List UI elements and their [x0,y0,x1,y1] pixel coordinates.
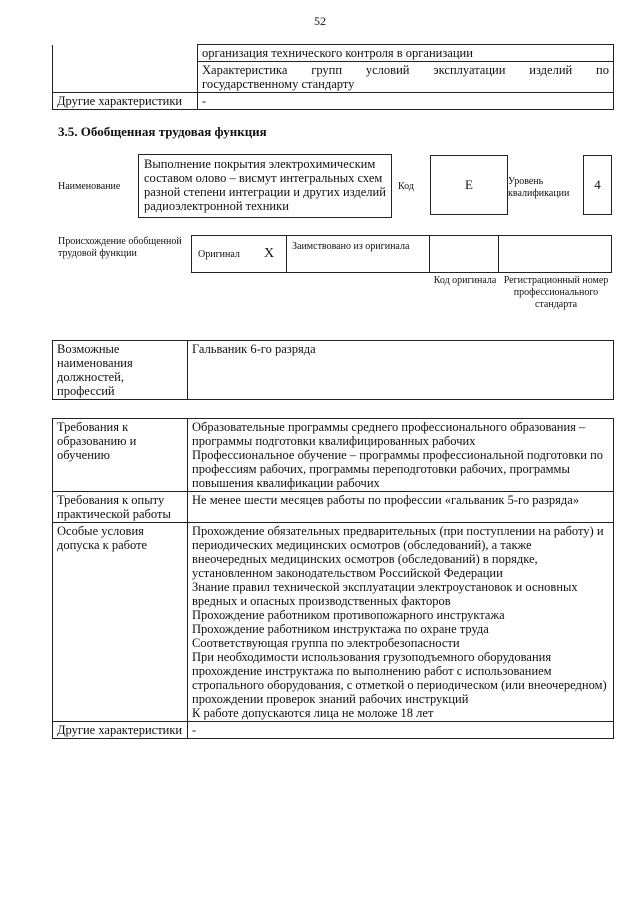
code-original-cell [429,235,499,273]
continuation-row-1: организация технического контроля в организации [198,45,614,62]
positions-label: Возможные наименования должностей, профессий [53,341,188,400]
origin-label: Происхождение обобщенной трудовой функции [58,236,182,259]
original-cell [191,235,287,273]
positions-table [52,340,614,400]
name-value: Выполнение покрытия электрохимическим составом олово – висмут интегральных схем разной степени интеграции и других изделий радиоэлектронной техники [138,154,392,218]
education-label: Требования к образованию и обучению [53,419,188,492]
continuation-row-2-line-1: Характеристика групп условий эксплуатации изделий по [202,63,609,77]
level-value: 4 [583,155,612,215]
code-original-caption: Код оригинала [433,275,497,286]
section-title: 3.5. Обобщенная трудовая функция [58,124,267,139]
table-row [53,492,614,523]
admission-label: Особые условия допуска к работе [53,523,188,722]
borrowed-cell [286,235,430,273]
table-row [53,419,614,492]
code-label: Код [398,181,414,192]
original-label: Оригинал [198,249,240,260]
level-label: Уровень квалификации [508,176,570,199]
admission-value: Прохождение обязательных предварительных (при поступлении на работу) и периодических медицинских осмотров (обследований), а также внеочередных медицинских осмотров (обследований) в порядке, установленном законодательством Российской Федерации Знание правил технической эксплуатации электроустановок и основных вредных и опасных производственных факторов Прохождение работником противопожарного инструктажа Прохождение работником инструктажа по охране труда Соответствующая группа по электробезопасности При необходимости использования грузоподъемного оборудования прохождение инструктажа по выполнению работ с использованием стропального оборудования, с отметкой о периодическом (или внеочередном) прохождении проверок знаний рабочих инструкций К работе допускаются лица не моложе 18 лет [188,523,614,722]
code-value: E [430,155,508,215]
other-characteristics-label: Другие характеристики [53,93,198,110]
continuation-empty-cell [53,45,198,93]
other-value: - [188,722,614,739]
experience-value: Не менее шести месяцев работы по профессии «гальваник 5-го разряда» [188,492,614,523]
continuation-row-2-line-2: государственному стандарту [202,77,355,91]
other-label: Другие характеристики [53,722,188,739]
table-row [53,523,614,722]
education-value: Образовательные программы среднего профессионального образования – программы подготовки квалифицированных рабочих Профессиональное обучение – программы профессиональной подготовки по профессиям рабочих, программы переподготовки рабочих, программы повышения квалификации рабочих [188,419,614,492]
requirements-table [52,418,614,739]
origin-row [191,235,612,273]
other-characteristics-value: - [198,93,614,110]
table-row [53,722,614,739]
original-mark: X [264,246,275,261]
positions-value: Гальваник 6-го разряда [188,341,614,400]
borrowed-label: Заимствовано из оригинала [292,241,410,252]
reg-number-cell [498,235,612,273]
continuation-table [52,44,614,110]
name-label: Наименование [58,181,121,192]
experience-label: Требования к опыту практической работы [53,492,188,523]
continuation-row-2 [198,62,614,93]
page-number: 52 [314,14,326,28]
reg-number-caption: Регистрационный номер профессионального стандарта [503,275,609,310]
